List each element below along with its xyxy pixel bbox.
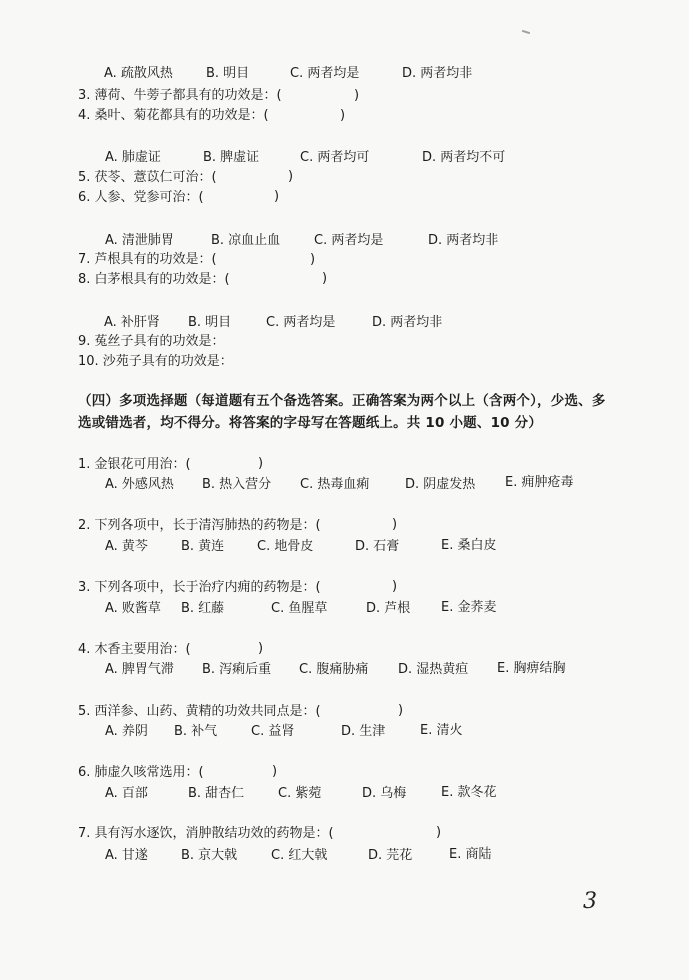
question-text: 2. 下列各项中，长于清泻肺热的药物是：( bbox=[78, 518, 321, 533]
mc-question-1 bbox=[78, 457, 191, 473]
option-c: C. 鱼腥草 bbox=[271, 601, 328, 616]
close-paren: ) bbox=[340, 108, 346, 123]
question-3 bbox=[78, 88, 282, 104]
option-c: C. 热毒血痢 bbox=[300, 477, 370, 492]
option-a: A. 补肝肾 bbox=[104, 315, 160, 330]
option-a: A. 肺虚证 bbox=[105, 150, 161, 165]
option-e: E. 款冬花 bbox=[441, 785, 497, 800]
question-text: 8. 白茅根具有的功效是：( bbox=[78, 272, 230, 287]
option-c: C. 地骨皮 bbox=[257, 539, 314, 554]
option-d: D. 湿热黄疸 bbox=[398, 662, 469, 677]
section-title-line-1: （四）多项选择题（每道题有五个备选答案。正确答案为两个以上（含两个），少选、多 bbox=[78, 393, 606, 409]
page-number: 3 bbox=[583, 889, 597, 914]
mc-question-4 bbox=[78, 642, 191, 658]
question-text: 10. 沙苑子具有的功效是： bbox=[78, 354, 233, 369]
question-text: 6. 人参、党参可治：( bbox=[78, 190, 204, 205]
option-a: A. 败酱草 bbox=[105, 601, 161, 616]
close-paren: ) bbox=[392, 517, 398, 532]
mc-question-3 bbox=[78, 580, 321, 596]
option-b: B. 热入营分 bbox=[202, 477, 272, 492]
option-c: C. 益肾 bbox=[251, 724, 295, 739]
option-a: A. 甘遂 bbox=[105, 848, 148, 863]
question-text: 4. 桑叶、菊花都具有的功效是：( bbox=[78, 108, 269, 123]
close-paren: ) bbox=[392, 579, 398, 594]
option-b: B. 凉血止血 bbox=[211, 233, 281, 248]
option-d: D. 阴虚发热 bbox=[405, 477, 476, 492]
option-b: B. 泻痢后重 bbox=[202, 662, 272, 677]
option-c: C. 两者均是 bbox=[266, 315, 336, 330]
option-e: E. 商陆 bbox=[449, 847, 492, 862]
question-text: 7. 芦根具有的功效是：( bbox=[78, 252, 217, 267]
option-a: A. 黄芩 bbox=[105, 539, 148, 554]
question-text: 3. 下列各项中，长于治疗内痈的药物是：( bbox=[78, 580, 321, 595]
option-d: D. 两者均非 bbox=[372, 315, 443, 330]
option-b: B. 明目 bbox=[188, 315, 232, 330]
option-b: B. 红藤 bbox=[181, 601, 225, 616]
option-e: E. 胸痹结胸 bbox=[497, 661, 566, 676]
section-title-line-2: 选或错选者，均不得分。将答案的字母写在答题纸上。共 10 小题、10 分） bbox=[78, 415, 543, 431]
question-8 bbox=[78, 272, 230, 288]
scan-speck bbox=[522, 30, 530, 34]
option-d: D. 芦根 bbox=[366, 601, 411, 616]
option-b: B. 京大戟 bbox=[181, 848, 238, 863]
option-d: D. 两者均非 bbox=[428, 233, 499, 248]
option-d: D. 两者均非 bbox=[402, 66, 473, 81]
option-c: C. 两者均是 bbox=[290, 66, 360, 81]
question-9 bbox=[78, 334, 225, 350]
option-c: C. 红大戟 bbox=[271, 848, 328, 863]
option-c: C. 两者均可 bbox=[300, 150, 370, 165]
mc-question-7 bbox=[78, 826, 334, 842]
option-e: E. 痈肿疮毒 bbox=[505, 475, 574, 490]
question-text: 9. 菟丝子具有的功效是： bbox=[78, 334, 225, 349]
option-c: C. 两者均是 bbox=[314, 233, 384, 248]
question-text: 3. 薄荷、牛蒡子都具有的功效是：( bbox=[78, 88, 282, 103]
option-e: E. 桑白皮 bbox=[441, 538, 497, 553]
close-paren: ) bbox=[436, 825, 442, 840]
question-text: 5. 茯苓、薏苡仁可治：( bbox=[78, 170, 217, 185]
question-text: 6. 肺虚久咳常选用：( bbox=[78, 765, 204, 780]
close-paren: ) bbox=[354, 88, 360, 103]
mc-question-6 bbox=[78, 765, 204, 781]
close-paren: ) bbox=[310, 252, 316, 267]
option-b: B. 黄连 bbox=[181, 539, 225, 554]
option-a: A. 脾胃气滞 bbox=[105, 662, 174, 677]
option-d: D. 两者均不可 bbox=[422, 150, 506, 165]
option-c: C. 腹痛胁痛 bbox=[299, 662, 369, 677]
question-4 bbox=[78, 108, 269, 124]
question-text: 5. 西洋参、山药、黄精的功效共同点是：( bbox=[78, 704, 321, 719]
question-10 bbox=[78, 354, 233, 370]
close-paren: ) bbox=[258, 641, 264, 656]
close-paren: ) bbox=[288, 169, 294, 184]
option-d: D. 芫花 bbox=[368, 848, 413, 863]
option-a: A. 疏散风热 bbox=[104, 66, 173, 81]
option-d: D. 生津 bbox=[341, 724, 386, 739]
mc-question-2 bbox=[78, 518, 321, 534]
close-paren: ) bbox=[258, 456, 264, 471]
close-paren: ) bbox=[274, 189, 280, 204]
question-6 bbox=[78, 190, 204, 206]
question-text: 4. 木香主要用治：( bbox=[78, 642, 191, 657]
option-e: E. 清火 bbox=[420, 723, 463, 738]
option-e: E. 金荞麦 bbox=[441, 600, 497, 615]
option-a: A. 清泄肺胃 bbox=[105, 233, 174, 248]
question-5 bbox=[78, 170, 217, 186]
option-b: B. 补气 bbox=[174, 724, 218, 739]
close-paren: ) bbox=[322, 271, 328, 286]
option-a: A. 百部 bbox=[105, 786, 148, 801]
question-7 bbox=[78, 252, 217, 268]
option-a: A. 外感风热 bbox=[105, 477, 174, 492]
option-d: D. 乌梅 bbox=[362, 786, 407, 801]
mc-question-5 bbox=[78, 704, 321, 720]
question-text: 7. 具有泻水逐饮，消肿散结功效的药物是：( bbox=[78, 826, 334, 841]
option-c: C. 紫菀 bbox=[278, 786, 322, 801]
option-b: B. 甜杏仁 bbox=[188, 786, 245, 801]
close-paren: ) bbox=[272, 764, 278, 779]
option-b: B. 明目 bbox=[206, 66, 250, 81]
option-b: B. 脾虚证 bbox=[203, 150, 260, 165]
option-d: D. 石膏 bbox=[355, 539, 400, 554]
question-text: 1. 金银花可用治：( bbox=[78, 457, 191, 472]
option-a: A. 养阴 bbox=[105, 724, 148, 739]
close-paren: ) bbox=[398, 703, 404, 718]
